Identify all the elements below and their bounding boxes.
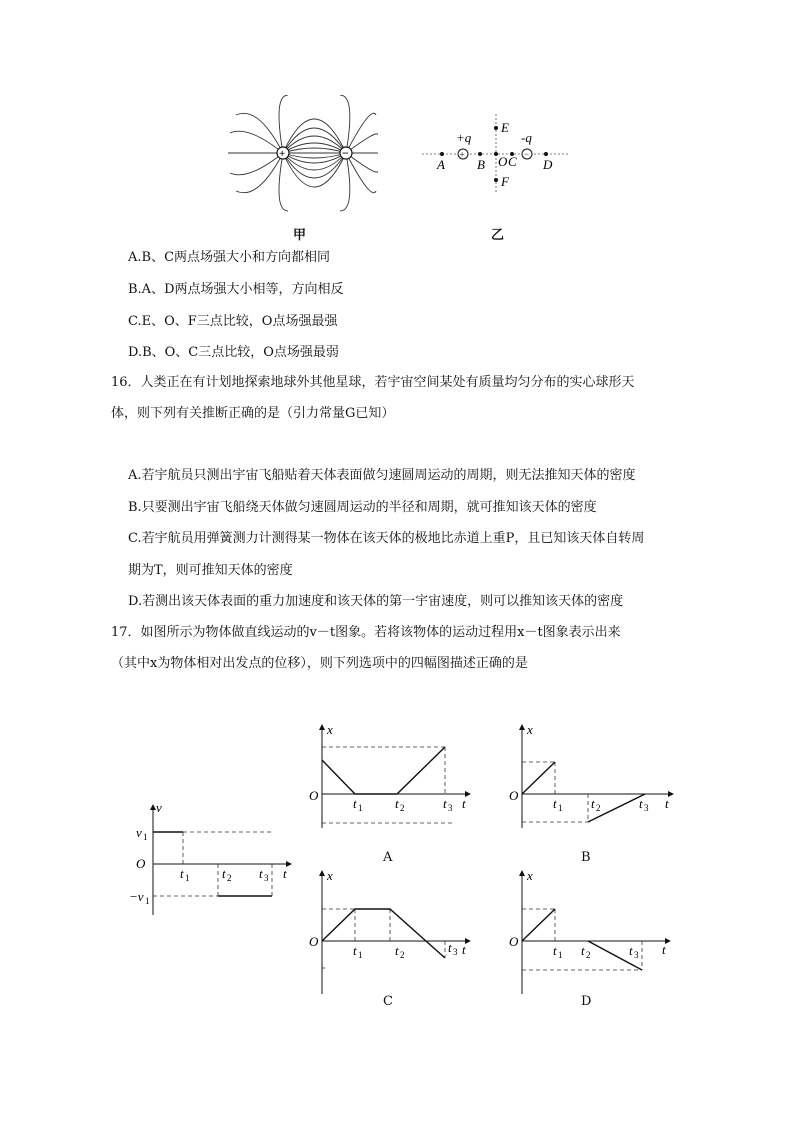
svg-text:3: 3 [448, 803, 453, 813]
xt-graph-c [305, 868, 475, 998]
svg-text:t: t [462, 796, 466, 811]
svg-text:1: 1 [145, 896, 150, 906]
svg-text:−: − [524, 149, 530, 159]
svg-text:O: O [498, 154, 508, 169]
svg-text:A: A [437, 157, 445, 172]
svg-text:t: t [283, 866, 287, 881]
q16-option-d: D.若测出该天体表面的重力加速度和该天体的第一宇宙速度，则可以推知该天体的密度 [128, 594, 624, 609]
svg-text:E: E [501, 120, 509, 135]
svg-text:t: t [259, 866, 263, 881]
svg-text:2: 2 [586, 950, 591, 960]
svg-text:2: 2 [227, 873, 232, 883]
svg-text:t: t [662, 942, 666, 957]
svg-text:t: t [180, 866, 184, 881]
svg-text:t: t [353, 796, 357, 811]
svg-text:1: 1 [558, 803, 563, 813]
svg-text:t: t [462, 942, 466, 957]
svg-text:t: t [395, 943, 399, 958]
svg-text:−: − [342, 146, 349, 160]
xt-graph-d-label: D [581, 994, 592, 1009]
figure-caption-yi: 乙 [491, 228, 505, 243]
q16-option-c: C.若宇航员用弹簧测力计测得某一物体在该天体的极地比赤道上重P，且已知该天体自转周 [128, 531, 645, 546]
svg-text:3: 3 [644, 803, 649, 813]
svg-text:2: 2 [400, 803, 405, 813]
svg-text:t: t [553, 943, 557, 958]
svg-text:+: + [459, 149, 465, 160]
svg-text:t: t [222, 866, 226, 881]
svg-text:t: t [353, 943, 357, 958]
xt-graph-b-label: B [581, 850, 591, 865]
svg-text:1: 1 [358, 803, 363, 813]
svg-text:B: B [477, 157, 485, 172]
svg-text:1: 1 [358, 950, 363, 960]
svg-text:O: O [309, 934, 319, 949]
svg-text:x: x [527, 868, 533, 883]
svg-text:2: 2 [596, 803, 601, 813]
svg-text:3: 3 [634, 950, 639, 960]
q15-option-c: C.E、O、F三点比较，O点场强最强 [128, 314, 338, 329]
q15-option-b: B.A、D两点场强大小相等，方向相反 [128, 282, 344, 297]
label-minus-q: -q [521, 130, 532, 145]
svg-text:3: 3 [264, 873, 269, 883]
svg-text:O: O [509, 788, 519, 803]
svg-text:1: 1 [143, 832, 148, 842]
label-plus-q: +q [456, 130, 472, 145]
svg-text:t: t [591, 796, 595, 811]
electric-field-lines-figure [228, 95, 378, 225]
q17-stem-line2: （其中x为物体相对出发点的位移），则下列选项中的四幅图描述正确的是 [111, 656, 528, 671]
q16-stem-line1: 16．人类正在有计划地探索地球外其他星球，若宇宙空间某处有质量均匀分布的实心球形天 [111, 375, 635, 390]
xt-graph-a [305, 722, 475, 832]
svg-text:v: v [136, 825, 142, 840]
svg-text:3: 3 [453, 947, 458, 957]
svg-text:F: F [501, 174, 509, 189]
svg-text:v: v [156, 800, 162, 815]
figure-caption-jia: 甲 [293, 228, 307, 243]
svg-text:x: x [327, 722, 333, 737]
svg-text:x: x [327, 868, 333, 883]
xt-graph-a-label: A [383, 850, 393, 865]
svg-text:t: t [639, 796, 643, 811]
xt-graph-d [505, 868, 675, 998]
q15-option-d: D.B、O、C三点比较，O点场强最弱 [128, 345, 339, 360]
svg-text:t: t [629, 943, 633, 958]
q16-stem-line2: 体，则下列有关推断正确的是（引力常量G已知） [111, 406, 395, 421]
svg-text:−v: −v [129, 889, 144, 904]
svg-text:t: t [443, 796, 447, 811]
vt-graph [128, 800, 298, 920]
svg-text:1: 1 [185, 873, 190, 883]
svg-text:O: O [136, 856, 146, 871]
q15-option-a: A.B、C两点场强大小和方向都相同 [128, 250, 331, 265]
q17-stem-line1: 17．如图所示为物体做直线运动的v－t图象。若将该物体的运动过程用x－t图象表示出来 [111, 625, 621, 640]
svg-text:t: t [553, 796, 557, 811]
xt-graph-b [505, 722, 675, 832]
svg-text:O: O [309, 788, 319, 803]
xt-graph-c-label: C [383, 994, 393, 1009]
svg-text:+: + [279, 148, 286, 160]
svg-text:t: t [395, 796, 399, 811]
svg-text:O: O [509, 934, 519, 949]
svg-text:2: 2 [400, 950, 405, 960]
svg-text:C: C [508, 154, 517, 169]
q16-option-b: B.只要测出宇宙飞船绕天体做匀速圆周运动的半径和周期，就可推知该天体的密度 [128, 500, 597, 515]
svg-text:t: t [665, 796, 669, 811]
charge-points-figure [420, 112, 570, 202]
svg-text:D: D [543, 157, 553, 172]
svg-text:t: t [448, 940, 452, 955]
svg-text:x: x [527, 722, 533, 737]
svg-text:1: 1 [558, 950, 563, 960]
q16-option-c-cont: 期为T，则可推知天体的密度 [128, 563, 293, 578]
svg-text:t: t [581, 943, 585, 958]
q16-option-a: A.若宇航员只测出宇宙飞船贴着天体表面做匀速圆周运动的周期，则无法推知天体的密度 [128, 468, 636, 483]
